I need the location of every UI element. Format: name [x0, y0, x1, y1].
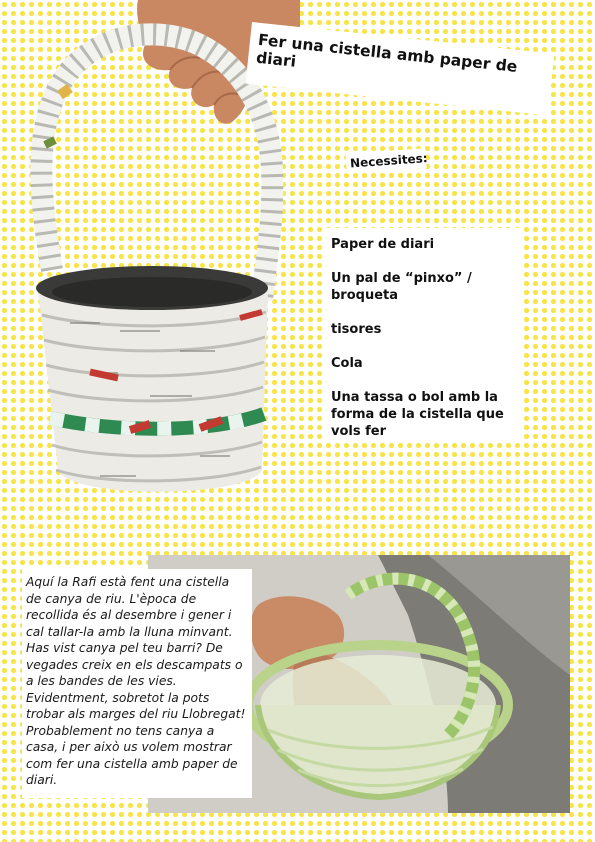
story-text-box — [22, 569, 252, 798]
material-item: Paper de diari — [331, 237, 435, 252]
needs-heading-box — [345, 148, 429, 174]
materials-list — [322, 228, 521, 439]
material-item: Una tassa o bol amb la forma de la cistella que vols fer — [331, 390, 504, 439]
material-item: Cola — [331, 356, 363, 371]
material-item: tisores — [331, 322, 382, 337]
needs-heading: Necessites: — [349, 151, 429, 171]
story-text: Aquí la Rafi està fent una cistella de canya de riu. L'època de recollida és al desembre i gener i cal tallar-la amb la lluna minvant. Has vist canya pel teu barri? De vegades creix en els descampats o a les bandes de les vies. Evidentment, sobretot la pots trobar als marges del riu Llobregat! Probablement no tens canya a casa, i per això us volem mostrar com fer una cistella amb paper de diari. — [26, 575, 246, 787]
material-item: Un pal de “pinxo” / broqueta — [331, 271, 472, 303]
page-title: Fer una cistella amb paper de diari — [255, 30, 519, 76]
